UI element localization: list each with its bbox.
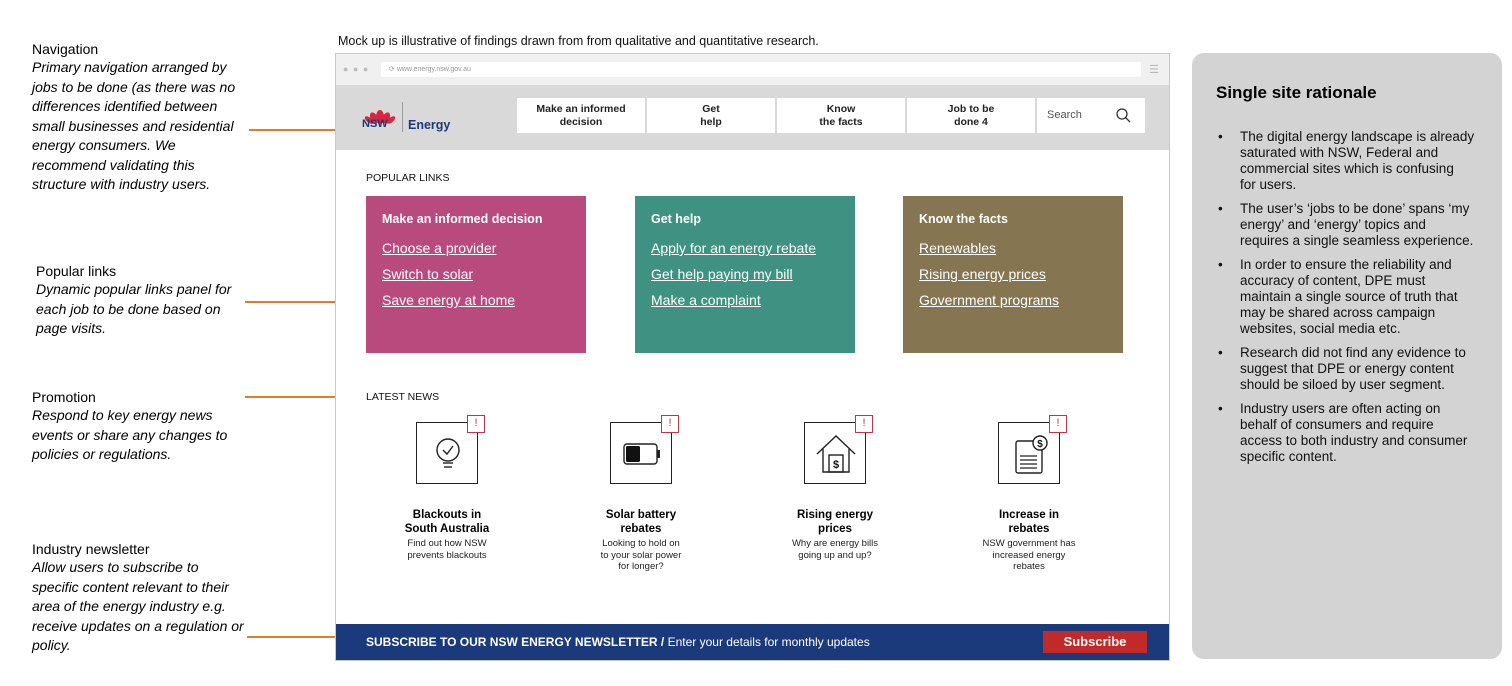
link-get-help-paying-bill[interactable]: Get help paying my bill xyxy=(651,266,793,282)
svg-text:$: $ xyxy=(1037,439,1043,450)
annotation-desc: Respond to key energy news events or share any changes to policies or regulations. xyxy=(32,407,228,462)
svg-text:$: $ xyxy=(832,459,840,471)
news-item[interactable] xyxy=(377,417,517,561)
url-text: www.energy.nsw.gov.au xyxy=(396,66,471,73)
alert-icon: ! xyxy=(661,415,679,433)
search-icon[interactable] xyxy=(1116,108,1131,123)
news-title: Increase in rebates xyxy=(998,509,1060,535)
annotation-promotion xyxy=(32,388,232,465)
site-header xyxy=(336,86,1169,150)
rationale-bullet: • The user’s ‘jobs to be done’ spans ‘my energy’ and ‘energy’ topics and requires a single seamless experience. xyxy=(1216,201,1478,249)
rationale-bullet: • Industry users are often acting on behalf of consumers and require access to both industry and consumer specific content. xyxy=(1216,401,1478,465)
panel-title: Make an informed decision xyxy=(382,212,543,226)
alert-icon: ! xyxy=(467,415,485,433)
window-controls[interactable]: ● ● ● xyxy=(343,64,370,74)
annotation-title: Industry newsletter xyxy=(32,541,150,557)
popular-panel-informed-decision xyxy=(366,196,586,353)
connector-line xyxy=(247,636,347,638)
news-item[interactable] xyxy=(959,417,1099,573)
link-renewables[interactable]: Renewables xyxy=(919,240,997,256)
rationale-bullet: • The digital energy landscape is already saturated with NSW, Federal and commercial sites which is confusing for users. xyxy=(1216,129,1478,193)
news-title: Blackouts in South Australia xyxy=(404,509,490,535)
mockup-caption: Mock up is illustrative of findings drawn from from qualitative and quantitative research. xyxy=(338,34,819,48)
panel-title: Get help xyxy=(651,212,702,226)
reload-icon[interactable]: ⟳ xyxy=(389,66,397,73)
link-make-a-complaint[interactable]: Make a complaint xyxy=(651,292,761,308)
news-item[interactable] xyxy=(571,417,711,573)
search-placeholder: Search xyxy=(1047,109,1082,121)
news-icon-box xyxy=(416,417,478,484)
annotation-title: Popular links xyxy=(36,263,117,279)
news-summary: Why are energy bills going up and up? xyxy=(791,538,879,561)
search-input[interactable] xyxy=(1037,98,1145,133)
newsletter-text xyxy=(366,635,870,649)
annotation-title: Promotion xyxy=(32,389,96,405)
link-government-programs[interactable]: Government programs xyxy=(919,292,1060,308)
annotation-industry-newsletter xyxy=(32,540,247,656)
newsletter-subtext: Enter your details for monthly updates xyxy=(664,635,870,649)
nav-make-an-informed-decision[interactable]: Make an informed decision xyxy=(517,98,645,133)
news-title: Rising energy prices xyxy=(796,509,874,535)
latest-news-heading: LATEST NEWS xyxy=(366,391,440,403)
hamburger-menu-icon[interactable]: ☰ xyxy=(1149,64,1159,76)
news-summary: NSW government has increased energy rebates xyxy=(982,538,1076,572)
alert-icon: ! xyxy=(855,415,873,433)
annotation-title: Navigation xyxy=(32,41,99,57)
popular-links-heading: POPULAR LINKS xyxy=(366,172,450,184)
panel-title: Know the facts xyxy=(919,212,1008,226)
link-switch-to-solar[interactable]: Switch to solar xyxy=(382,266,474,282)
rationale-bullet: • Research did not find any evidence to suggest that DPE or energy content should be siloed by user segment. xyxy=(1216,345,1478,393)
nav-get-help[interactable]: Get help xyxy=(647,98,775,133)
news-item[interactable] xyxy=(765,417,905,561)
logo-divider xyxy=(402,102,403,132)
rationale-panel xyxy=(1192,53,1502,659)
browser-chrome xyxy=(336,54,1169,86)
annotation-desc: Dynamic popular links panel for each job to be done based on page visits. xyxy=(36,281,232,336)
logo-nsw-text: NSW xyxy=(362,118,388,130)
link-save-energy-at-home[interactable]: Save energy at home xyxy=(382,292,516,308)
rationale-bullet: • In order to ensure the reliability and accuracy of content, DPE must maintain a single source of truth that may be shared across campaign websites, social media etc. xyxy=(1216,257,1478,337)
alert-icon: ! xyxy=(1049,415,1067,433)
primary-navigation xyxy=(517,98,1145,133)
nav-know-the-facts[interactable]: Know the facts xyxy=(777,98,905,133)
annotation-popular-links xyxy=(36,262,241,339)
newsletter-bar xyxy=(336,624,1169,660)
subscribe-button[interactable]: Subscribe xyxy=(1043,631,1147,653)
rationale-title: Single site rationale xyxy=(1216,83,1377,102)
popular-panel-know-the-facts xyxy=(903,196,1123,353)
annotation-navigation xyxy=(32,40,247,195)
link-apply-for-energy-rebate[interactable]: Apply for an energy rebate xyxy=(651,240,816,256)
news-summary: Find out how NSW prevents blackouts xyxy=(407,538,487,561)
news-icon-box xyxy=(804,417,866,484)
link-choose-a-provider[interactable]: Choose a provider xyxy=(382,240,497,256)
nav-job-to-be-done-4[interactable]: Job to be done 4 xyxy=(907,98,1035,133)
connector-line xyxy=(245,396,347,398)
newsletter-heading: SUBSCRIBE TO OUR NSW ENERGY NEWSLETTER / xyxy=(366,635,665,649)
address-bar[interactable] xyxy=(381,62,1141,77)
news-icon-box xyxy=(998,417,1060,484)
browser-window xyxy=(335,53,1170,661)
annotation-desc: Primary navigation arranged by jobs to be done (as there was no differences identified between small businesses and residential energy consumers. We recommend validating this structure with industry users. xyxy=(32,59,236,192)
popular-panel-get-help xyxy=(635,196,855,353)
annotation-desc: Allow users to subscribe to specific content relevant to their area of the energy industry e.g. receive updates on a regulation or policy. xyxy=(32,559,244,653)
news-icon-box xyxy=(610,417,672,484)
news-summary: Looking to hold on to your solar power for longer? xyxy=(600,538,682,572)
news-title: Solar battery rebates xyxy=(605,509,677,535)
link-rising-energy-prices[interactable]: Rising energy prices xyxy=(919,266,1046,282)
rationale-list xyxy=(1216,129,1478,465)
logo-energy-text[interactable]: Energy xyxy=(408,118,451,132)
